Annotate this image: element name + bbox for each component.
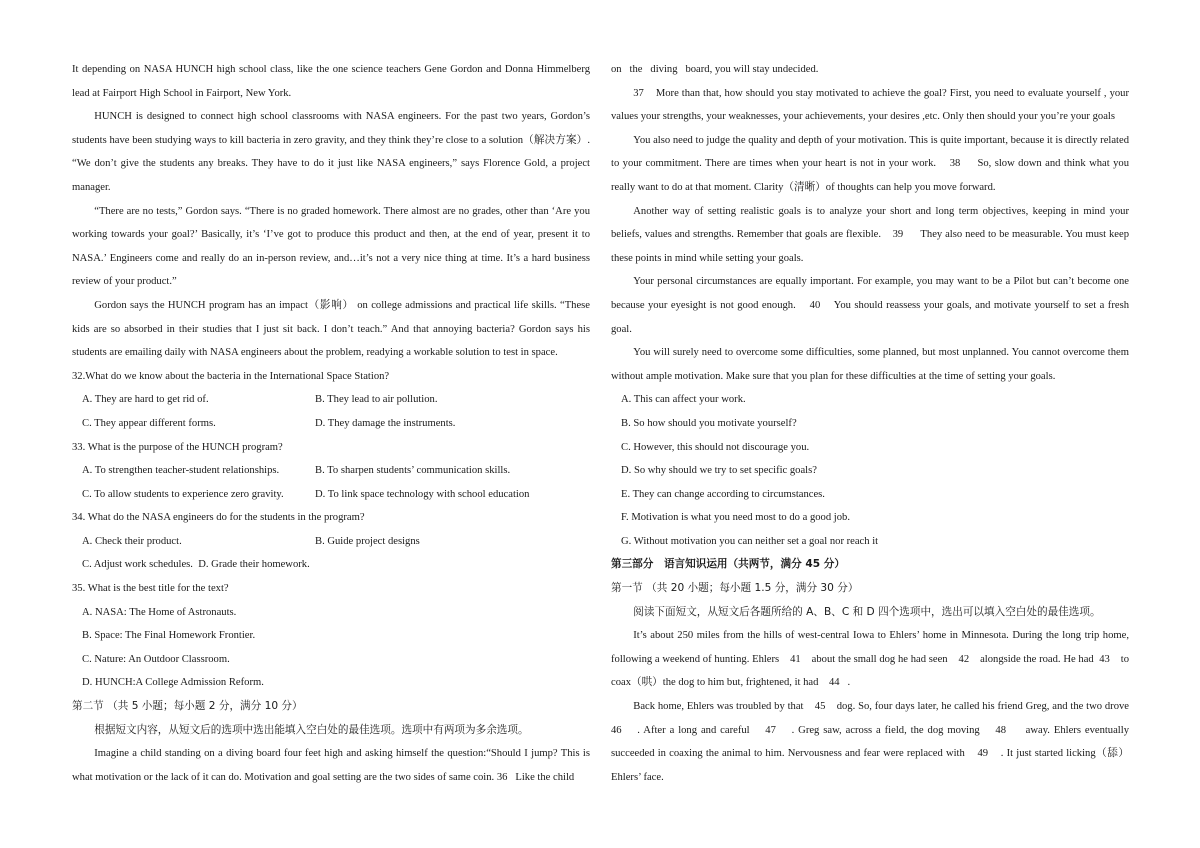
section-instructions: 阅读下面短文，从短文后各题所给的 A、B、C 和 D 四个选项中，选出可以填入空白处的最佳选项。 [633,605,1101,618]
choice-c: C. However, this should not discourage you. [621,441,810,453]
option-d: D. HUNCH:A College Admission Reform. [82,677,264,689]
passage-paragraph: It depending on NASA HUNCH high school class, like the one science teachers Gene Gordon and Donna Himmelberg lead at Fairport High School in Fairport, New York. [72,64,593,99]
choice-d: D. So why should we try to set specific goals? [621,465,817,477]
option-c: C. They appear different forms. [82,417,216,429]
passage-paragraph: You will surely need to overcome some difficulties, some planned, but most unplanned. You cannot overcome them without ample motivation. Make sure that you plan for these difficulties at the time of setting your goals. [611,347,1132,382]
cloze-paragraph: Back home, Ehlers was troubled by that 45 dog. So, four days later, he called his friend Greg, and the two drove 46 . After a long and careful 47 . Greg saw, across a field, the dog moving 48 away. Ehlers eventually succeeded in coaxing the animal to him. Nervousness and fear were replaced with 49 . It just started licking（舔）Ehlers’ face. [611,701,1140,783]
option-c: C. To allow students to experience zero gravity. [82,488,284,500]
options-row [72,530,590,554]
option-a: A. Check their product. [82,535,182,547]
option-a: A. NASA: The Home of Astronauts. [82,606,237,618]
choice-f: F. Motivation is what you need most to do a good job. [621,512,850,524]
section-heading: 第一节 （共 20 小题；每小题 1.5 分，满分 30 分） [611,582,859,595]
left-column [72,58,593,789]
options-row [72,459,590,483]
option-d: D. To link space technology with school education [315,488,530,500]
passage-paragraph: on the diving board, you will stay undecided. [611,64,819,75]
right-column [611,58,1140,789]
choice-b: B. So how should you motivate yourself? [621,417,797,429]
option-d: D. They damage the instruments. [315,417,456,429]
option-b: B. To sharpen students’ communication skills. [315,465,511,477]
passage-paragraph: “There are no tests,” Gordon says. “There is no graded homework. There almost are no grades, other than ‘Are you working towards your goal?’ Basically, it’s ‘I’ve got to produce this product and then, at the end of year, present it to NASA.’ Engineers come and really do an in-person review, and…it’s not a very nice thing at time. It’s a hard business review of your product.” [72,205,593,288]
choice-e: E. They can change according to circumstances. [621,488,825,500]
section-instructions: 根据短文内容，从短文后的选项中选出能填入空白处的最佳选项。选项中有两项为多余选项。 [94,723,529,736]
question-33: 33. What is the purpose of the HUNCH program? [72,441,283,453]
option-a: A. They are hard to get rid of. [82,394,209,406]
option-b: B. They lead to air pollution. [315,394,438,406]
passage-paragraph: Your personal circumstances are equally important. For example, you may want to be a Pilot but can’t become one because your eyesight is not good enough. 40 You should reassess your goals, and motivate yourself to set a fresh goal. [611,276,1132,335]
passage-paragraph: 37 More than that, how should you stay motivated to achieve the goal? First, you need to evaluate yourself , your values your strengths, your weaknesses, your achievements, your desires ,etc. Only then should your you’re your goals [611,87,1132,123]
option-b: B. Guide project designs [315,535,420,547]
option-c-d: C. Adjust work schedules. D. Grade their homework. [82,559,310,571]
passage-paragraph: Imagine a child standing on a diving board four feet high and asking himself the question:“Should I jump? This is what motivation or the lack of it can do. Motivation and goal setting are the two sides of same coin. 36 Like the child [72,748,593,783]
option-c: C. Nature: An Outdoor Classroom. [82,653,230,665]
question-35: 35. What is the best title for the text? [72,583,229,595]
question-32: 32.What do we know about the bacteria in the International Space Station? [72,370,390,382]
part-heading: 第三部分 语言知识运用（共两节，满分 45 分） [611,558,845,571]
question-34: 34. What do the NASA engineers do for the students in the program? [72,512,365,524]
passage-paragraph: HUNCH is designed to connect high school classrooms with NASA engineers. For the past two years, Gordon’s students have been studying ways to kill bacteria in zero gravity, and they think they’re close to a solution（解决方案）. “We don’t give the students any breaks. They have to do it just like NASA engineers,” says Florence Gold, a project manager. [72,111,593,193]
choice-a: A. This can affect your work. [621,394,746,406]
section-heading: 第二节 （共 5 小题；每小题 2 分，满分 10 分） [72,700,303,713]
options-row [72,388,590,412]
passage-paragraph: Another way of setting realistic goals is to analyze your short and long term objectives, keeping in mind your beliefs, values and strengths. Remember that goals are flexible. 39 They also need to be measurable. You must keep these points in mind while setting your goals. [611,205,1132,264]
cloze-paragraph: It’s about 250 miles from the hills of west-central Iowa to Ehlers’ home in Minnesota. During the long trip home, following a weekend of hunting. Ehlers 41 about the small dog he had seen 42 alongside the road. He had 43 to coax（哄）the dog to him but, frightened, it had 44 . [611,630,1132,689]
options-row [72,483,590,507]
option-b: B. Space: The Final Homework Frontier. [82,630,256,642]
option-a: A. To strengthen teacher-student relationships. [82,465,280,477]
passage-paragraph: Gordon says the HUNCH program has an impact（影响） on college admissions and practical life skills. “These kids are so absorbed in their studies that I just sit back. I don’t teach.” And that annoying bacteria? Gordon says his students are emailing daily with NASA engineers about the problem, readying a workable solution to test in space. [72,299,593,359]
passage-paragraph: You also need to judge the quality and depth of your motivation. This is quite important, because it is directly related to your commitment. There are times when your heart is not in your work. 38 So, slow down and think what you really want to do at that moment. Clarity（清晰）of thoughts can help you move forward. [611,134,1132,193]
choice-g: G. Without motivation you can neither set a goal nor reach it [621,535,879,547]
options-row [72,412,590,436]
